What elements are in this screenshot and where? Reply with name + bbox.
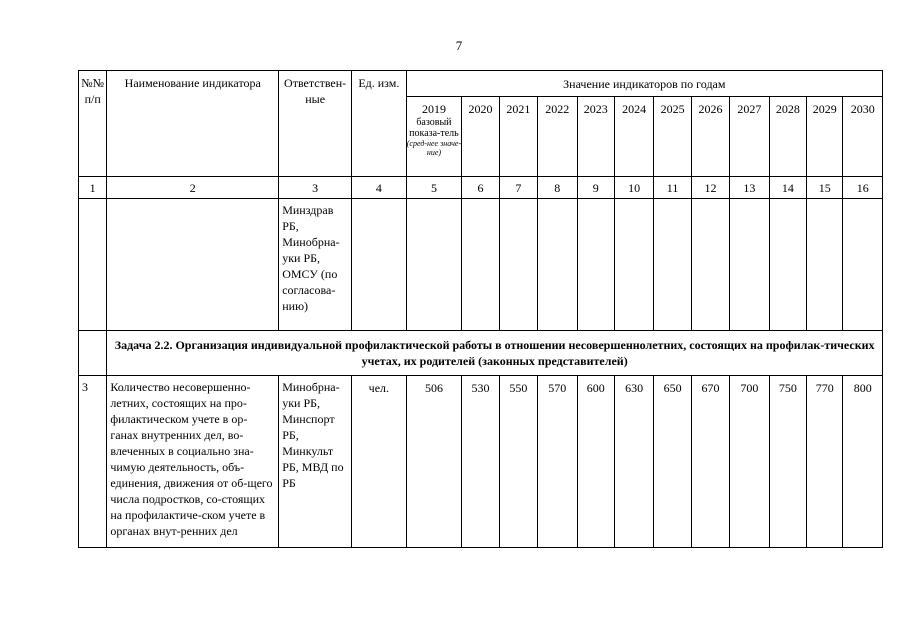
value-cell: 700 <box>730 376 769 548</box>
year-header: 2022 <box>538 97 577 177</box>
column-number: 4 <box>352 177 407 199</box>
column-number: 15 <box>807 177 843 199</box>
empty-cell <box>614 199 653 331</box>
year-header-2019 <box>406 97 462 177</box>
year-header: 2026 <box>691 97 729 177</box>
empty-cell <box>577 199 614 331</box>
column-number: 13 <box>730 177 769 199</box>
year-header: 2029 <box>807 97 843 177</box>
column-number: 2 <box>107 177 279 199</box>
column-number: 5 <box>406 177 462 199</box>
table-row-continued <box>79 199 883 331</box>
empty-cell <box>691 199 729 331</box>
year-header: 2021 <box>499 97 537 177</box>
column-number: 11 <box>654 177 691 199</box>
table-row <box>79 376 883 548</box>
indicator-name: Количество несовершенно-летних, состоящих на про-филактическом учете в ор-ганах внутренних дел, во-влеченных в социально зна-чимую деятельность, объ-единения, движения от об-щего числа подростков, со-стоящих на профилактиче-ском учете в органах внут-ренних дел <box>107 376 279 548</box>
year-header: 2020 <box>462 97 499 177</box>
year-header: 2024 <box>614 97 653 177</box>
column-number: 16 <box>843 177 883 199</box>
column-number: 10 <box>614 177 653 199</box>
unit-cell: чел. <box>352 376 407 548</box>
task-heading: Задача 2.2. Организация индивидуальной профилактической работы в отношении несовершеннолетних, состоящих на профилак-тических учетах, их родителей (законных представителей) <box>107 331 883 376</box>
year-2019-avg-label: (сред-нее значе-ние) <box>406 139 462 157</box>
column-number: 1 <box>79 177 107 199</box>
value-cell: 600 <box>577 376 614 548</box>
value-cell: 800 <box>843 376 883 548</box>
column-number: 6 <box>462 177 499 199</box>
row-number: 3 <box>79 376 107 548</box>
value-cell: 650 <box>654 376 691 548</box>
col-header-values-group: Значение индикаторов по годам <box>406 71 882 97</box>
column-number: 3 <box>279 177 352 199</box>
value-cell: 750 <box>769 376 806 548</box>
value-cell-2019: 506 <box>406 376 462 548</box>
responsible-cell: Минобрна-уки РБ, Минспорт РБ, Минкульт РБ, МВД по РБ <box>279 376 352 548</box>
year-header: 2025 <box>654 97 691 177</box>
empty-cell <box>654 199 691 331</box>
col-header-name: Наименование индикатора <box>107 71 279 177</box>
value-cell: 530 <box>462 376 499 548</box>
value-cell: 550 <box>499 376 537 548</box>
indicators-table <box>78 70 883 548</box>
column-number: 14 <box>769 177 806 199</box>
empty-cell <box>538 199 577 331</box>
value-cell: 670 <box>691 376 729 548</box>
value-cell: 770 <box>807 376 843 548</box>
empty-cell <box>79 199 107 331</box>
year-header: 2027 <box>730 97 769 177</box>
page-number: 7 <box>455 38 463 53</box>
empty-cell <box>769 199 806 331</box>
empty-cell <box>462 199 499 331</box>
column-number: 8 <box>538 177 577 199</box>
year-header: 2030 <box>843 97 883 177</box>
empty-cell <box>807 199 843 331</box>
year-2019-base-label: базовый показа-тель <box>409 117 459 139</box>
column-number: 7 <box>499 177 537 199</box>
col-header-num: №№ п/п <box>79 71 107 177</box>
year-header: 2023 <box>577 97 614 177</box>
empty-cell <box>406 199 462 331</box>
empty-cell <box>499 199 537 331</box>
year-2019-label: 2019 <box>421 102 446 116</box>
empty-cell <box>107 199 279 331</box>
value-cell: 570 <box>538 376 577 548</box>
column-number-row <box>79 177 883 199</box>
col-header-unit: Ед. изм. <box>352 71 407 177</box>
empty-cell <box>352 199 407 331</box>
col-header-responsible: Ответствен-ные <box>279 71 352 177</box>
year-header: 2028 <box>769 97 806 177</box>
header-row-top <box>79 71 883 97</box>
value-cell: 630 <box>614 376 653 548</box>
task-heading-row <box>79 331 883 376</box>
column-number: 9 <box>577 177 614 199</box>
empty-cell <box>730 199 769 331</box>
column-number: 12 <box>691 177 729 199</box>
empty-cell <box>79 331 107 376</box>
responsible-cell: Минздрав РБ, Минобрна-уки РБ, ОМСУ (по согласова-нию) <box>279 199 352 331</box>
empty-cell <box>843 199 883 331</box>
